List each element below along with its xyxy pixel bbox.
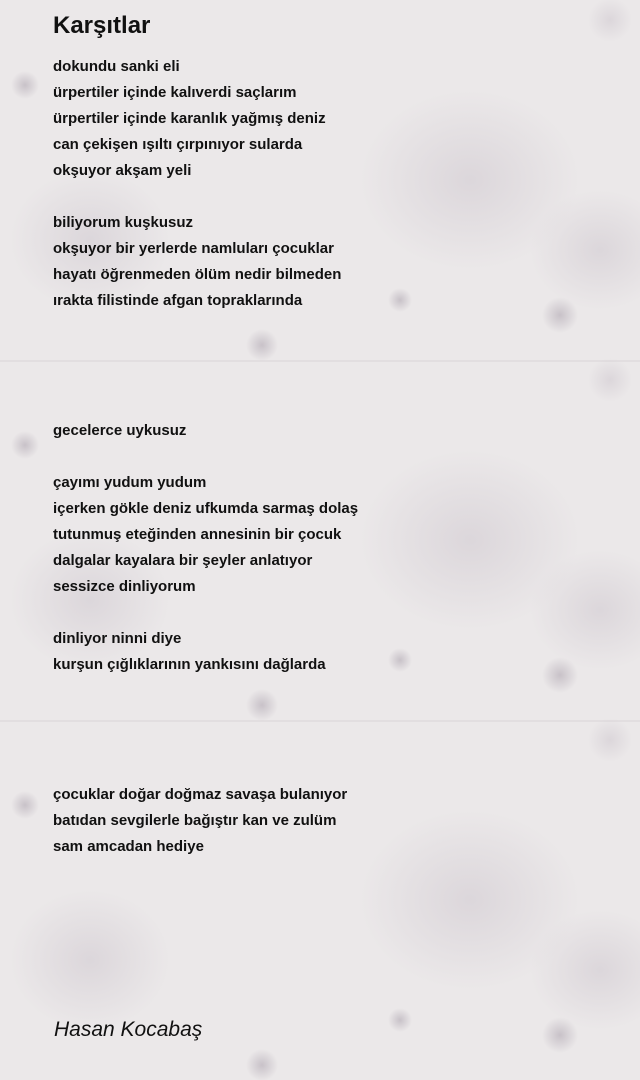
poem-line: [53, 444, 613, 470]
poem-body: [53, 54, 613, 860]
poem-title: Karşıtlar: [53, 12, 151, 39]
poem-line: [53, 184, 613, 210]
poem-line: [53, 730, 613, 756]
poem-line: gecelerce uykusuz: [53, 422, 187, 439]
poem-line: batıdan sevgilerle bağıştır kan ve zulüm: [53, 812, 337, 829]
poem-line: [53, 392, 613, 418]
poem-line: biliyorum kuşkusuz: [53, 214, 194, 231]
poem-author: Hasan Kocabaş: [54, 1018, 203, 1041]
poem-line: [53, 756, 613, 782]
poem-line: hayatı öğrenmeden ölüm nedir bilmeden: [53, 266, 342, 283]
poem-line: kurşun çığlıklarının yankısını dağlarda: [53, 656, 326, 673]
poem-line: sam amcadan hediye: [53, 838, 204, 855]
poem-line: sessizce dinliyorum: [53, 578, 196, 595]
poem-line: ırakta filistinde afgan topraklarında: [53, 292, 303, 309]
poem-line: dokundu sanki eli: [53, 58, 180, 75]
poem-line: çocuklar doğar doğmaz savaşa bulanıyor: [53, 786, 348, 803]
poem-line: ürpertiler içinde karanlık yağmış deniz: [53, 110, 326, 127]
poem-line: içerken gökle deniz ufkumda sarmaş dolaş: [53, 500, 359, 517]
poem-line: okşuyor bir yerlerde namluları çocuklar: [53, 240, 334, 257]
poem-line: [53, 340, 613, 366]
poem-line: [53, 314, 613, 340]
poem-line: [53, 704, 613, 730]
poem-line: [53, 678, 613, 704]
poem-line: ürpertiler içinde kalıverdi saçlarım: [53, 84, 297, 101]
poem-line: tutunmuş eteğinden annesinin bir çocuk: [53, 526, 342, 543]
poem-line: dalgalar kayalara bir şeyler anlatıyor: [53, 552, 313, 569]
poem-line: [53, 600, 613, 626]
poem-line: [53, 366, 613, 392]
poem-line: çayımı yudum yudum: [53, 474, 207, 491]
poem-line: can çekişen ışıltı çırpınıyor sularda: [53, 136, 303, 153]
poem-line: okşuyor akşam yeli: [53, 162, 192, 179]
poem-line: dinliyor ninni diye: [53, 630, 182, 647]
